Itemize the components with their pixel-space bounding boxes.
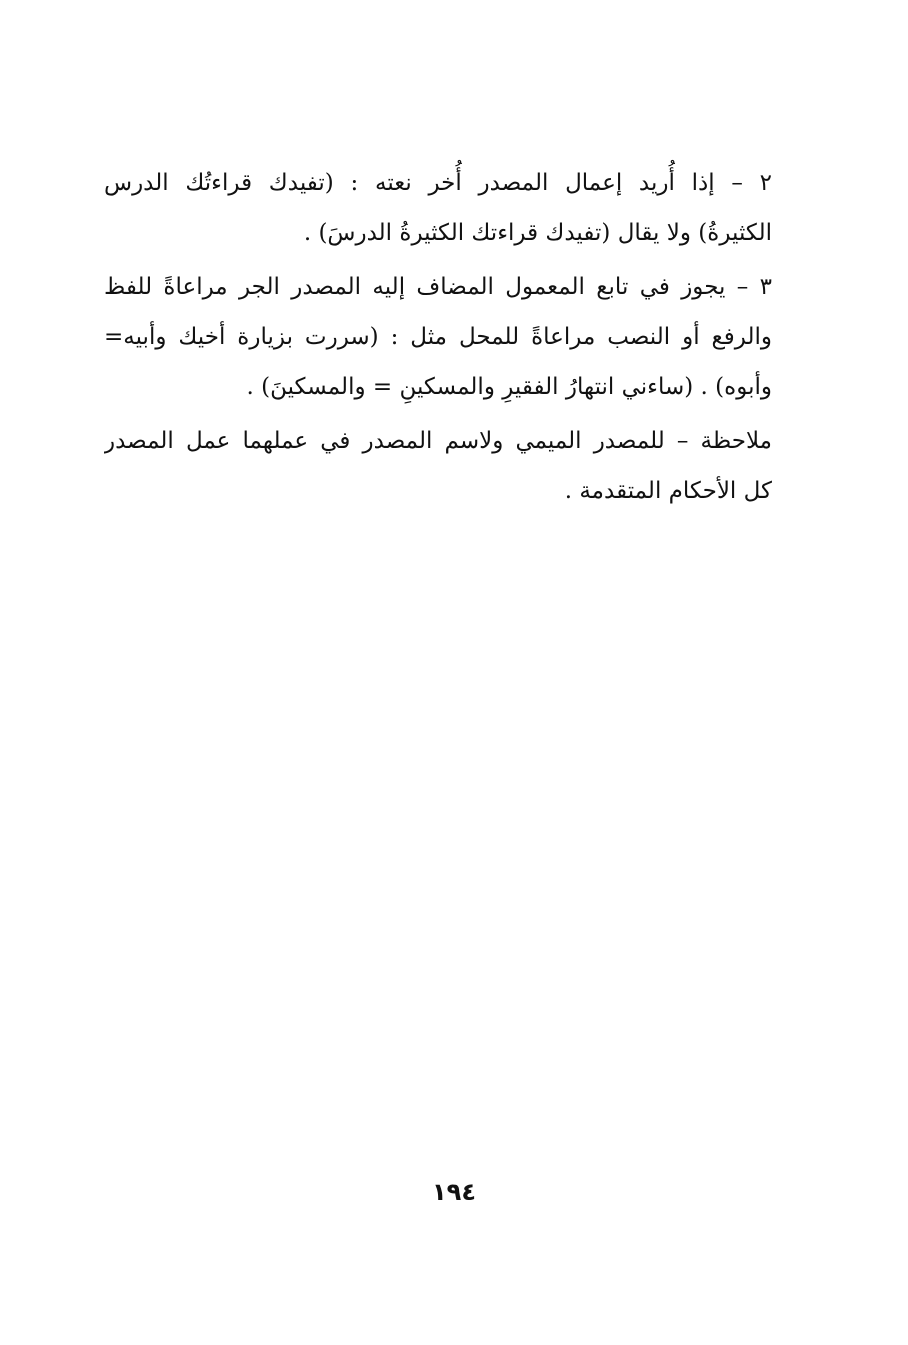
text-line: الكثيرةُ) ولا يقال (تفيدك قراءتك الكثيرةُ الدرسَ) . (303, 220, 772, 246)
note-3-paragraph (104, 262, 772, 412)
page-body (104, 158, 772, 516)
page-number: ١٩٤ (432, 1178, 476, 1206)
text-line: ملاحظة – للمصدر الميمي ولاسم المصدر في عملهما عمل المصدر (104, 428, 772, 454)
text-line: ٣ – يجوز في تابع المعمول المضاف إليه المصدر الجر مراعاةً للفظ (104, 274, 772, 300)
text-line: ٢ – إذا أُريد إعمال المصدر أُخر نعته : (تفيدك قراءتُك الدرس (104, 170, 772, 196)
text-line: وأبوه) . (ساءني انتهارُ الفقيرِ والمسكينِ = والمسكينَ) . (246, 374, 772, 400)
text-line: كل الأحكام المتقدمة . (564, 478, 772, 504)
text-line: والرفع أو النصب مراعاةً للمحل مثل : (سررت بزيارة أخيك وأبيه= (104, 324, 772, 350)
note-2-paragraph (104, 158, 772, 258)
remark-paragraph (104, 416, 772, 516)
